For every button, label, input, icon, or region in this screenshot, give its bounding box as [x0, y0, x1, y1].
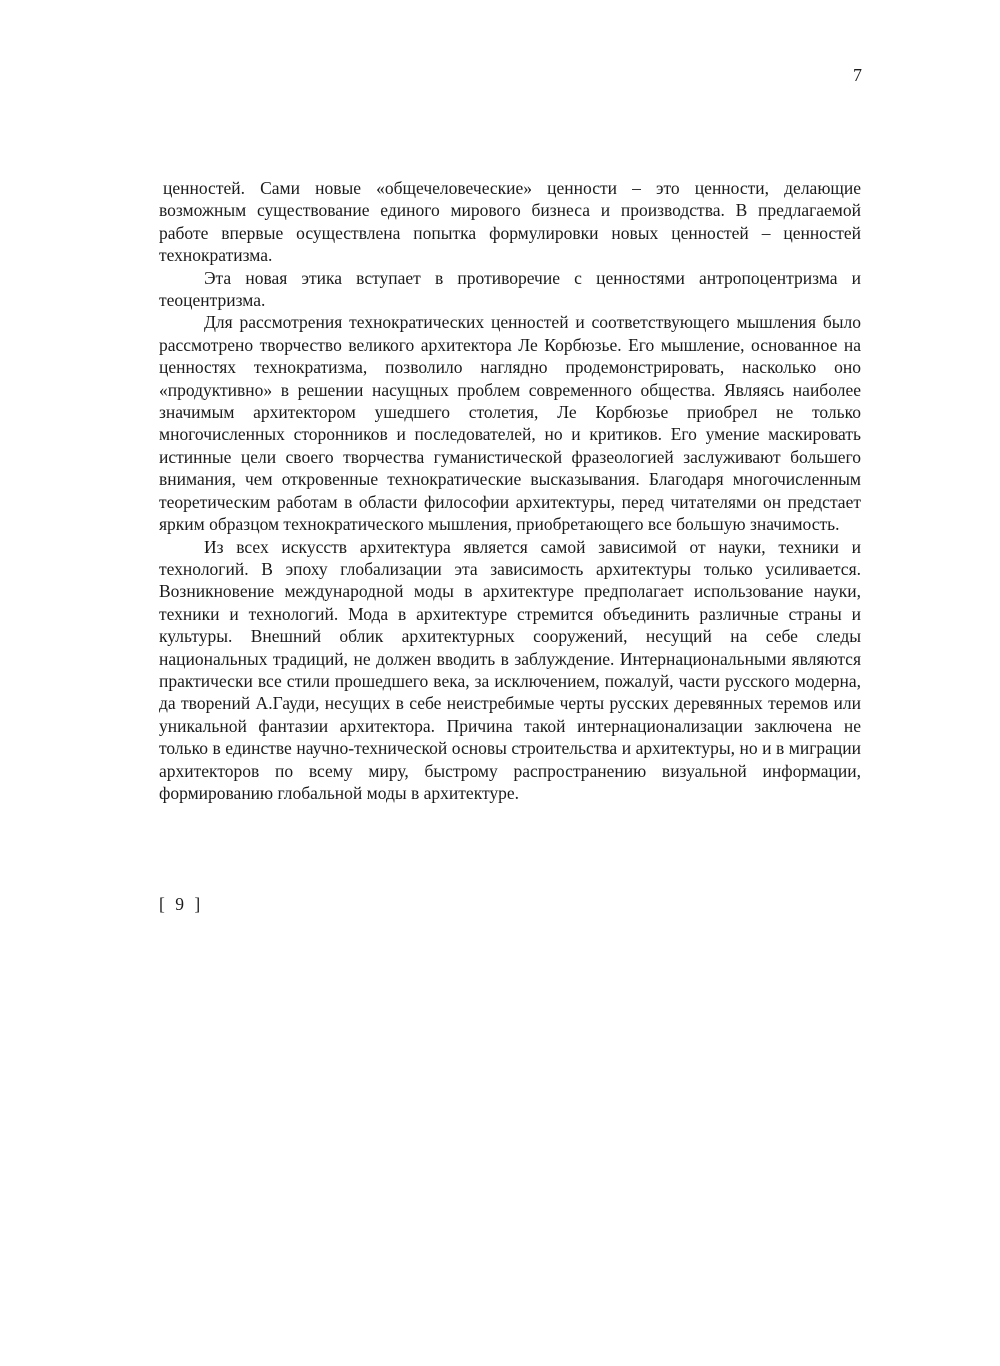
paragraph-values-continuation: ценностей. Сами новые «общечеловеческие» ценности – это ценности, делающие возможным существование единого мирового бизнеса и производства. В предлагаемой работе впервые осуществлена попытка формулировки новых ценностей – ценностей технократизма.	[159, 178, 861, 266]
body-text	[159, 177, 861, 804]
paragraph-le-corbusier: Для рассмотрения технократических ценностей и соответствующего мышления было рассмотрено творчество великого архитектора Ле Корбюзье. Его мышление, основанное на ценностях технократизма, позволило наглядно продемонстрировать, насколько оно «продуктивно» в решении насущных проблем современного общества. Являясь наиболее значимым архитектором ушедшего столетия, Ле Корбюзье приобрел не только многочисленных сторонников и последователей, но и критиков. Его умение маскировать истинные цели своего творчества гуманистической фразеологией заслуживают большего внимания, чем откровенные технократические высказывания. Благодаря многочисленным теоретическим работам в области философии архитектуры, перед читателями он предстает ярким образцом технократического мышления, приобретающего все большую значимость.	[159, 312, 861, 535]
paragraph-architecture-globalization: Из всех искусств архитектура является самой зависимой от науки, техники и технологий. В эпоху глобализации эта зависимость архитектуры только усиливается. Возникновение международной моды в архитектуре предполагает использование науки, техники и технологий. Мода в архитектуре стремится объединить различные страны и культуры. Внешний облик архитектурных сооружений, несущий на себе следы национальных традиций, не должен вводить в заблуждение. Интернациональными являются практически все стили прошедшего века, за исключением, пожалуй, части русского модерна, да творений А.Гауди, несущих в себе неистребимые черты русских деревянных теремов или уникальной фантазии архитектора. Причина такой интернационализации заключена не только в единстве научно-технической основы строительства и архитектуры, но и в миграции архитекторов по всему миру, быстрому распространению визуальной информации, формированию глобальной моды в архитектуре.	[159, 536, 861, 803]
page-number: 7	[853, 65, 862, 85]
paragraph-new-ethics: Эта новая этика вступает в противоречие с ценностями антропоцентризма и теоцентризма.	[159, 267, 861, 311]
reference-marker: [ 9 ]	[159, 894, 201, 914]
